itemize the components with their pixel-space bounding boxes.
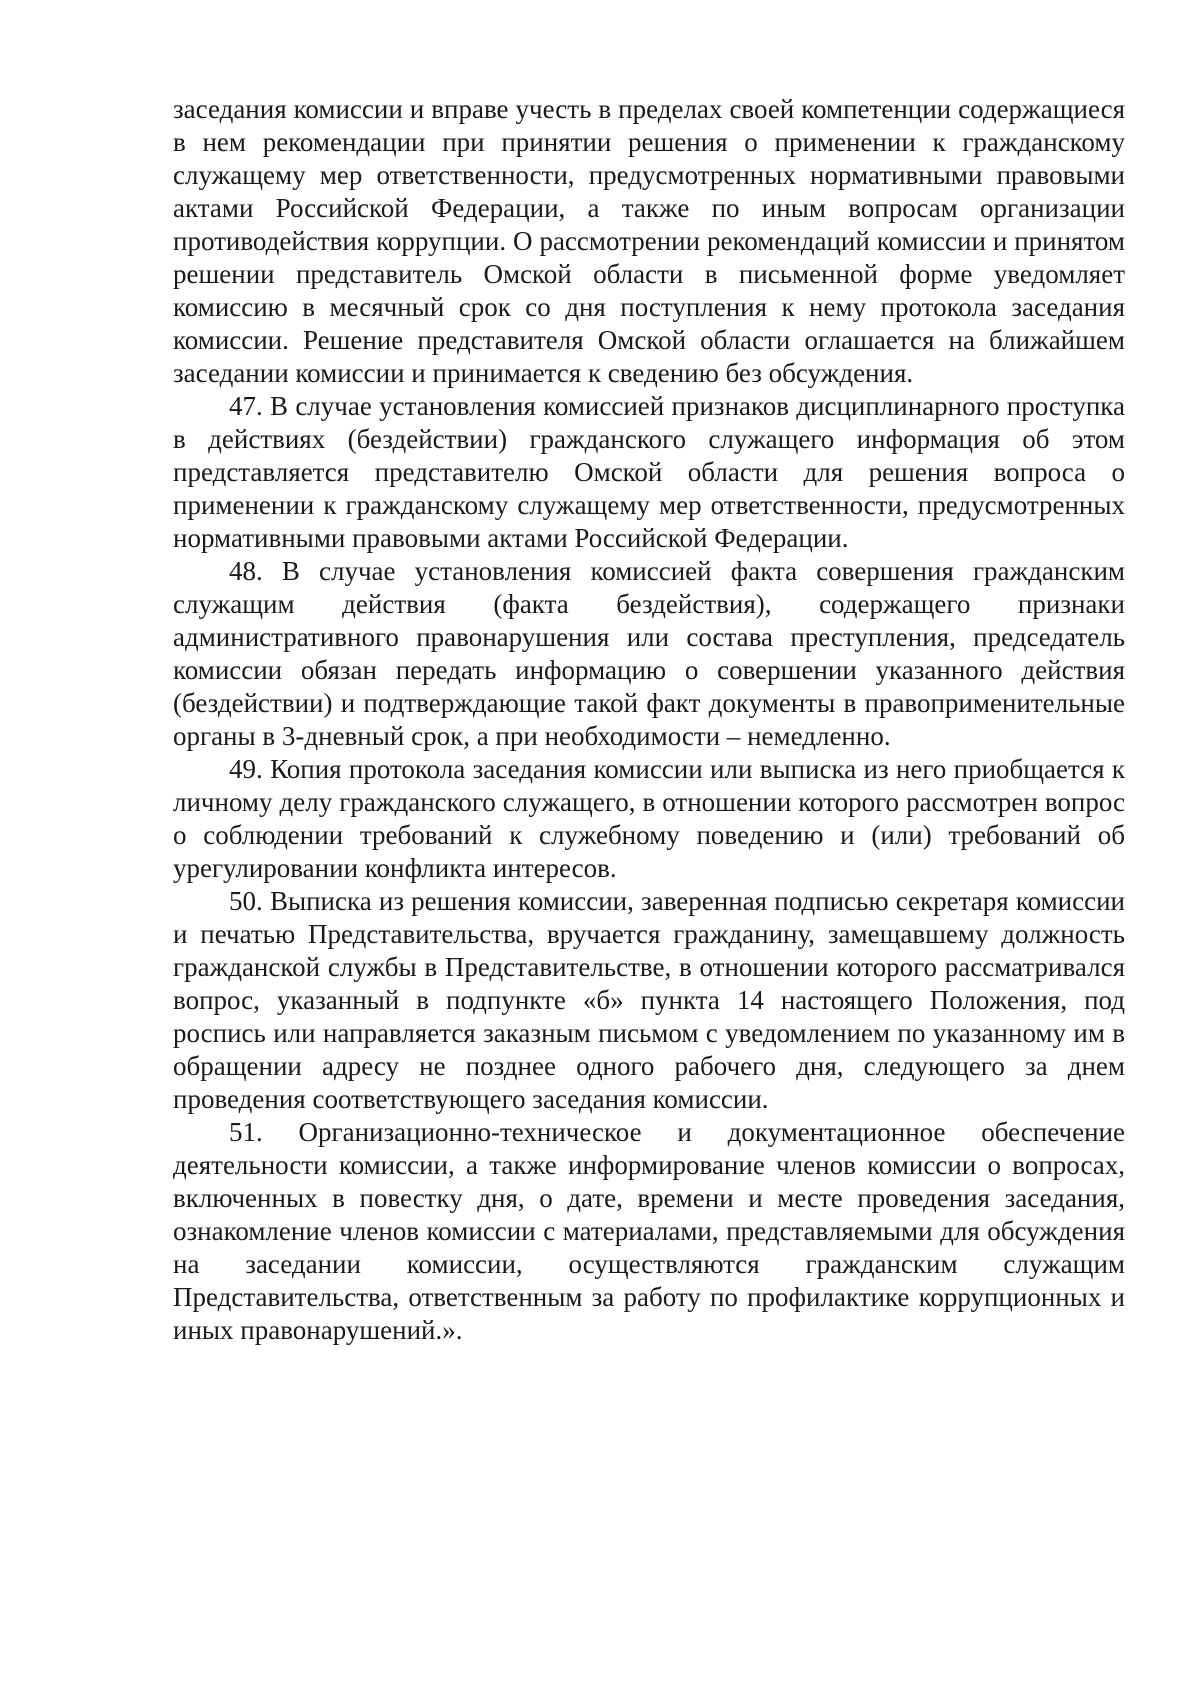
document-body [173, 93, 1125, 1347]
paragraph-49: 49. Копия протокола заседания комиссии или выписка из него приобщается к личному делу гражданского служащего, в отношении которого рассмотрен вопрос о соблюдении требований к служебному поведению и (или) требований об урегулировании конфликта интересов. [173, 754, 1125, 883]
paragraph-51: 51. Организационно-техническое и документационное обеспечение деятельности комиссии, а также информирование членов комиссии о вопросах, включенных в повестку дня, о дате, времени и месте проведения заседания, ознакомление членов комиссии с материалами, представляемыми для обсуждения на заседании комиссии, осуществляются гражданским служащим Представительства, ответственным за работу по профилактике коррупционных и иных правонарушений.». [173, 1117, 1125, 1345]
paragraph-47: 47. В случае установления комиссией признаков дисциплинарного проступка в действиях (бездействии) гражданского служащего информация об этом представляется представителю Омской области для решения вопроса о применении к гражданскому служащему мер ответственности, предусмотренных нормативными правовыми актами Российской Федерации. [173, 391, 1125, 553]
paragraph-continuation: заседания комиссии и вправе учесть в пределах своей компетенции содержащиеся в нем рекомендации при принятии решения о применении к гражданскому служащему мер ответственности, предусмотренных нормативными правовыми актами Российской Федерации, а также по иным вопросам организации противодействия коррупции. О рассмотрении рекомендаций комиссии и принятом решении представитель Омской области в письменной форме уведомляет комиссию в месячный срок со дня поступления к нему протокола заседания комиссии. Решение представителя Омской области оглашается на ближайшем заседании комиссии и принимается к сведению без обсуждения. [173, 94, 1125, 388]
paragraph-50: 50. Выписка из решения комиссии, заверенная подписью секретаря комиссии и печатью Представительства, вручается гражданину, замещавшему должность гражданской службы в Представительстве, в отношении которого рассматривался вопрос, указанный в подпункте «б» пункта 14 настоящего Положения, под роспись или направляется заказным письмом с уведомлением по указанному им в обращении адресу не позднее одного рабочего дня, следующего за днем проведения соответствующего заседания комиссии. [173, 886, 1125, 1114]
paragraph-48: 48. В случае установления комиссией факта совершения гражданским служащим действия (факта бездействия), содержащего признаки административного правонарушения или состава преступления, председатель комиссии обязан передать информацию о совершении указанного действия (бездействии) и подтверждающие такой факт документы в правоприменительные органы в 3-дневный срок, а при необходимости – немедленно. [173, 556, 1125, 751]
